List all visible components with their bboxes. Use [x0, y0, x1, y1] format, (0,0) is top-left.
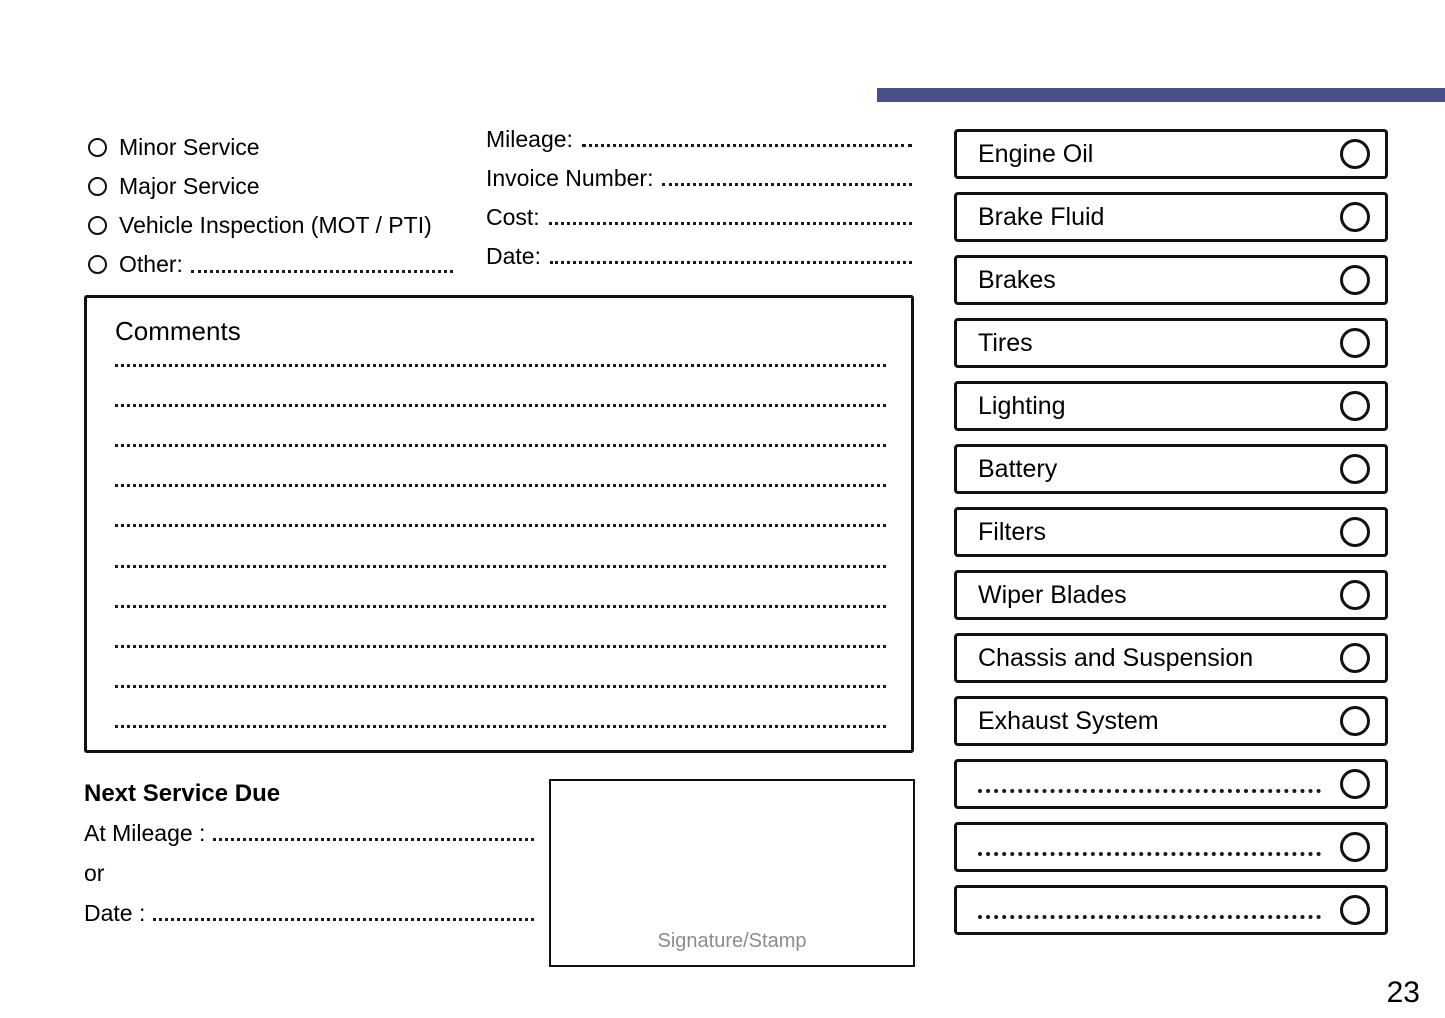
comment-line[interactable]: [115, 645, 886, 648]
checklist-item-blank-2[interactable]: [954, 822, 1388, 872]
next-service-at-mileage[interactable]: [84, 822, 534, 862]
other-service-fill-line[interactable]: [191, 256, 453, 273]
checkbox-circle-icon[interactable]: [1340, 643, 1370, 673]
checklist-item-label: Brake Fluid: [978, 202, 1105, 231]
field-label: Date:: [486, 243, 541, 269]
checkbox-circle-icon[interactable]: [1340, 706, 1370, 736]
checklist-item-exhaust-system[interactable]: [954, 696, 1388, 746]
checklist-item-label: Battery: [978, 454, 1058, 483]
checklist-item-chassis-and-suspension[interactable]: [954, 633, 1388, 683]
invoice-fields-group: [486, 128, 912, 284]
field-invoice-number[interactable]: [486, 167, 912, 206]
comment-line[interactable]: [115, 404, 886, 407]
checklist-item-label: Filters: [978, 517, 1047, 546]
checklist-item-label: Chassis and Suspension: [978, 643, 1254, 672]
checklist-item-tires[interactable]: [954, 318, 1388, 368]
checklist-item-label: Tires: [978, 328, 1033, 357]
service-type-group: [88, 128, 488, 284]
field-mileage[interactable]: [486, 128, 912, 167]
checklist-item-fill-line[interactable]: [978, 901, 1321, 919]
field-label: Mileage:: [486, 126, 573, 152]
next-service-or-separator: [84, 862, 534, 902]
field-fill-line[interactable]: [582, 133, 912, 147]
service-type-label: Other:: [119, 251, 183, 277]
service-type-option-other[interactable]: [88, 245, 488, 284]
radio-icon[interactable]: [88, 255, 107, 274]
comment-line[interactable]: [115, 725, 886, 728]
field-label: Invoice Number:: [486, 165, 654, 191]
radio-icon[interactable]: [88, 138, 107, 157]
checklist-item-brakes[interactable]: [954, 255, 1388, 305]
comments-title: Comments: [115, 316, 241, 346]
checkbox-circle-icon[interactable]: [1340, 202, 1370, 232]
signature-stamp-label: Signature/Stamp: [657, 930, 807, 952]
field-fill-line[interactable]: [549, 211, 912, 225]
checklist-item-label: Engine Oil: [978, 139, 1094, 168]
comment-line[interactable]: [115, 565, 886, 568]
next-service-due-section: [84, 780, 534, 942]
checklist-item-wiper-blades[interactable]: [954, 570, 1388, 620]
checklist-item-lighting[interactable]: [954, 381, 1388, 431]
comment-line[interactable]: [115, 524, 886, 527]
checklist-item-label: Wiper Blades: [978, 580, 1127, 609]
checkbox-circle-icon[interactable]: [1340, 139, 1370, 169]
checkbox-circle-icon[interactable]: [1340, 328, 1370, 358]
field-fill-line[interactable]: [213, 827, 534, 841]
checklist-item-blank-3[interactable]: [954, 885, 1388, 935]
page-number: 23: [1386, 976, 1420, 1009]
service-type-label: Vehicle Inspection (MOT / PTI): [119, 212, 432, 238]
field-fill-line[interactable]: [550, 250, 912, 264]
checklist-item-blank-1[interactable]: [954, 759, 1388, 809]
field-date[interactable]: [486, 245, 912, 284]
service-type-option-major[interactable]: [88, 167, 488, 206]
comment-line[interactable]: [115, 605, 886, 608]
next-service-date[interactable]: [84, 902, 534, 942]
checkbox-circle-icon[interactable]: [1340, 265, 1370, 295]
radio-icon[interactable]: [88, 216, 107, 235]
service-type-label: Minor Service: [119, 134, 260, 160]
checkbox-circle-icon[interactable]: [1340, 832, 1370, 862]
comment-line[interactable]: [115, 685, 886, 688]
checkbox-circle-icon[interactable]: [1340, 517, 1370, 547]
checklist-item-battery[interactable]: [954, 444, 1388, 494]
radio-icon[interactable]: [88, 177, 107, 196]
checklist-item-label: Lighting: [978, 391, 1066, 420]
field-cost[interactable]: [486, 206, 912, 245]
service-type-label: Major Service: [119, 173, 260, 199]
checklist-item-label: Exhaust System: [978, 706, 1159, 735]
comments-box[interactable]: [84, 295, 914, 753]
field-label: Cost:: [486, 204, 540, 230]
checklist-item-fill-line[interactable]: [978, 838, 1321, 856]
service-type-option-vehicle-inspection[interactable]: [88, 206, 488, 245]
checkbox-circle-icon[interactable]: [1340, 454, 1370, 484]
service-type-option-minor[interactable]: [88, 128, 488, 167]
checklist-item-engine-oil[interactable]: [954, 129, 1388, 179]
checkbox-circle-icon[interactable]: [1340, 895, 1370, 925]
header-accent-bar: [877, 88, 1445, 102]
field-label: or: [84, 860, 105, 886]
checkbox-circle-icon[interactable]: [1340, 391, 1370, 421]
checklist-item-label: Brakes: [978, 265, 1056, 294]
comment-line[interactable]: [115, 444, 886, 447]
inspection-checklist: [954, 129, 1388, 948]
field-label: At Mileage :: [84, 820, 206, 846]
checklist-item-fill-line[interactable]: [978, 775, 1321, 793]
checkbox-circle-icon[interactable]: [1340, 769, 1370, 799]
field-fill-line[interactable]: [153, 907, 534, 921]
checklist-item-brake-fluid[interactable]: [954, 192, 1388, 242]
comment-line[interactable]: [115, 484, 886, 487]
signature-stamp-box[interactable]: [549, 779, 915, 967]
checklist-item-filters[interactable]: [954, 507, 1388, 557]
comments-write-area[interactable]: [115, 364, 886, 728]
comment-line[interactable]: [115, 364, 886, 367]
field-fill-line[interactable]: [662, 172, 912, 186]
checkbox-circle-icon[interactable]: [1340, 580, 1370, 610]
field-label: Date :: [84, 900, 146, 926]
next-service-due-title: Next Service Due: [84, 780, 281, 807]
